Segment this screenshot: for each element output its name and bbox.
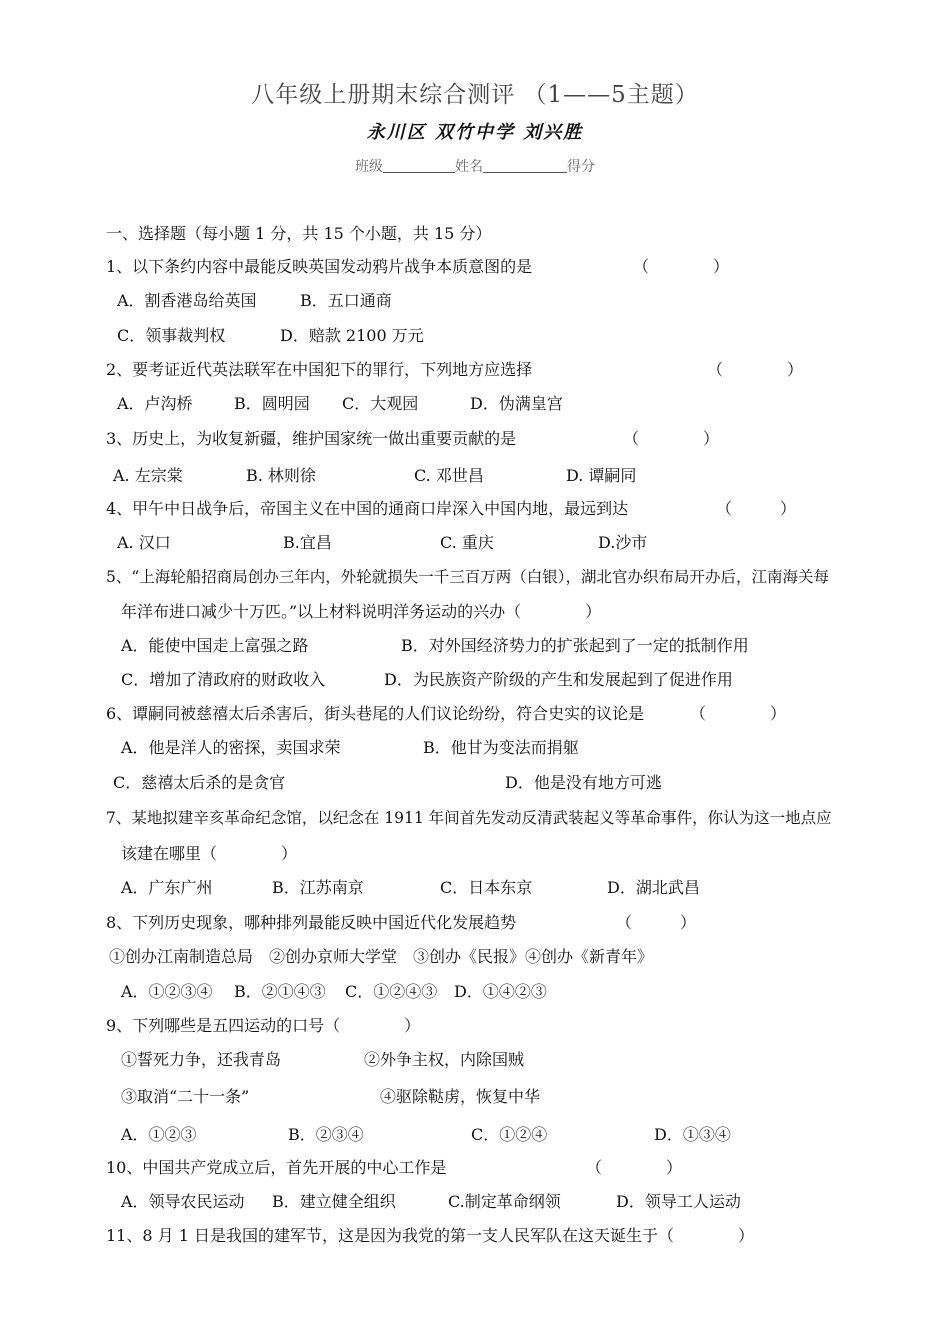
- question-7-stem: 7、某地拟建辛亥革命纪念馆，以纪念在 1911 年间首先发动反清武装起义等革命事件，你认为这一地点应: [106, 809, 832, 827]
- question-9-item-4: ④驱除鞑虏，恢复中华: [380, 1087, 541, 1106]
- section-title: 一、选择题（每小题 1 分，共 15 个小题，共 15 分）: [106, 224, 492, 243]
- question-3-option-a[interactable]: A. 左宗棠: [113, 466, 183, 485]
- question-5-option-a[interactable]: A．能使中国走上富强之路: [121, 636, 309, 655]
- question-4-option-c[interactable]: C. 重庆: [440, 533, 494, 552]
- question-2-option-b[interactable]: B．圆明园: [234, 394, 310, 413]
- question-8-option-c[interactable]: C．①②④③: [345, 982, 438, 1001]
- question-5-stem-continued: 年洋布进口减少十万匹。”以上材料说明洋务运动的兴办（ ）: [121, 602, 602, 621]
- question-8-option-a[interactable]: A．①②③④: [121, 982, 213, 1001]
- question-6-option-a[interactable]: A．他是洋人的密探，卖国求荣: [121, 738, 341, 757]
- question-6-stem: 6、谭嗣同被慈禧太后杀害后，街头巷尾的人们议论纷纷，符合史实的议论是: [106, 704, 645, 723]
- question-3-stem: 3、历史上，为收复新疆，维护国家统一做出重要贡献的是: [106, 429, 517, 448]
- question-7-option-d[interactable]: D．湖北武昌: [607, 878, 700, 897]
- question-3-option-b[interactable]: B. 林则徐: [246, 466, 316, 485]
- question-5-option-b[interactable]: B．对外国经济势力的扩张起到了一定的抵制作用: [401, 636, 749, 655]
- student-info-line: [0, 156, 950, 176]
- question-9-item-1: ①誓死力争，还我青岛: [121, 1050, 282, 1069]
- question-10-option-d[interactable]: D．领导工人运动: [616, 1192, 741, 1211]
- question-10-stem: 10、中国共产党成立后，首先开展的中心工作是: [106, 1158, 447, 1177]
- question-8-items: ①创办江南制造总局 ②创办京师大学堂 ③创办《民报》④创办《新青年》: [109, 947, 654, 966]
- question-5-stem: 5、“上海轮船招商局创办三年内，外轮就损失一千三百万两（白银），湖北官办织布局开办后，江南海关每: [106, 568, 830, 586]
- question-2-option-a[interactable]: A．卢沟桥: [117, 394, 193, 413]
- class-label: 班级: [355, 159, 383, 175]
- question-9-item-3: ③取消“二十一条”: [121, 1087, 250, 1106]
- question-9-option-a[interactable]: A．①②③: [121, 1125, 197, 1144]
- question-6-option-c[interactable]: C．慈禧太后杀的是贪官: [113, 773, 286, 792]
- question-2-option-d[interactable]: D．伪满皇宫: [470, 394, 563, 413]
- question-7-option-c[interactable]: C．日本东京: [440, 878, 533, 897]
- name-blank[interactable]: [483, 158, 567, 173]
- question-1-stem: 1、以下条约内容中最能反映英国发动鸦片战争本质意图的是: [106, 257, 533, 276]
- question-9-stem: 9、下列哪些是五四运动的口号（ ）: [106, 1016, 421, 1035]
- question-5-option-d[interactable]: D．为民族资产阶级的产生和发展起到了促进作用: [384, 670, 733, 689]
- question-3-option-d[interactable]: D. 谭嗣同: [566, 466, 637, 485]
- question-3-option-c[interactable]: C. 邓世昌: [414, 466, 484, 485]
- question-9-option-c[interactable]: C．①②④: [471, 1125, 548, 1144]
- question-1-option-d[interactable]: D．赔款 2100 万元: [280, 326, 424, 345]
- question-10-option-b[interactable]: B．建立健全组织: [272, 1192, 396, 1211]
- author-line: 永川区 双竹中学 刘兴胜: [366, 122, 584, 143]
- question-10-answer-paren[interactable]: （ ）: [586, 1158, 683, 1177]
- question-9-option-d[interactable]: D．①③④: [654, 1125, 731, 1144]
- question-4-option-a[interactable]: A. 汉口: [117, 533, 171, 552]
- question-4-option-b[interactable]: B.宜昌: [283, 533, 332, 552]
- question-1-option-b[interactable]: B．五口通商: [300, 291, 392, 310]
- question-10-option-c[interactable]: C.制定革命纲领: [448, 1192, 561, 1211]
- class-blank[interactable]: [383, 158, 455, 173]
- question-6-answer-paren[interactable]: （ ）: [690, 704, 787, 723]
- question-7-option-b[interactable]: B．江苏南京: [272, 878, 364, 897]
- question-7-option-a[interactable]: A．广东广州: [121, 878, 213, 897]
- question-2-option-c[interactable]: C．大观园: [342, 394, 419, 413]
- question-8-option-d[interactable]: D．①④②③: [454, 982, 547, 1001]
- question-10-option-a[interactable]: A．领导农民运动: [121, 1192, 245, 1211]
- name-label: 姓名: [455, 159, 483, 175]
- question-8-option-b[interactable]: B．②①④③: [234, 982, 326, 1001]
- question-11-stem: 11、8 月 1 日是我国的建军节，这是因为我党的第一支人民军队在这天诞生于（ ）: [106, 1226, 754, 1245]
- question-4-answer-paren[interactable]: （ ）: [716, 499, 797, 518]
- question-1-option-c[interactable]: C．领事裁判权: [117, 326, 226, 345]
- question-2-answer-paren[interactable]: （ ）: [707, 360, 804, 379]
- question-2-stem: 2、要考证近代英法联军在中国犯下的罪行，下列地方应选择: [106, 360, 533, 379]
- question-3-answer-paren[interactable]: （ ）: [623, 429, 720, 448]
- question-8-answer-paren[interactable]: （ ）: [616, 913, 697, 932]
- question-8-stem: 8、下列历史现象，哪种排列最能反映中国近代化发展趋势: [106, 913, 517, 932]
- question-4-stem: 4、甲午中日战争后，帝国主义在中国的通商口岸深入中国内地，最远到达: [106, 499, 629, 518]
- question-1-answer-paren[interactable]: （ ）: [633, 257, 730, 276]
- score-label: 得分: [567, 159, 595, 175]
- question-4-option-d[interactable]: D.沙市: [598, 533, 648, 552]
- question-6-option-d[interactable]: D．他是没有地方可逃: [505, 773, 662, 792]
- question-1-option-a[interactable]: A．割香港岛给英国: [117, 291, 257, 310]
- question-7-stem-continued: 该建在哪里（ ）: [121, 844, 298, 863]
- question-9-item-2: ②外争主权，内除国贼: [364, 1050, 525, 1069]
- question-9-option-b[interactable]: B．②③④: [288, 1125, 364, 1144]
- question-5-option-c[interactable]: C．增加了清政府的财政收入: [121, 670, 326, 689]
- exam-title: 八年级上册期末综合测评 （1——5主题）: [251, 82, 699, 108]
- question-6-option-b[interactable]: B．他甘为变法而捐躯: [423, 738, 579, 757]
